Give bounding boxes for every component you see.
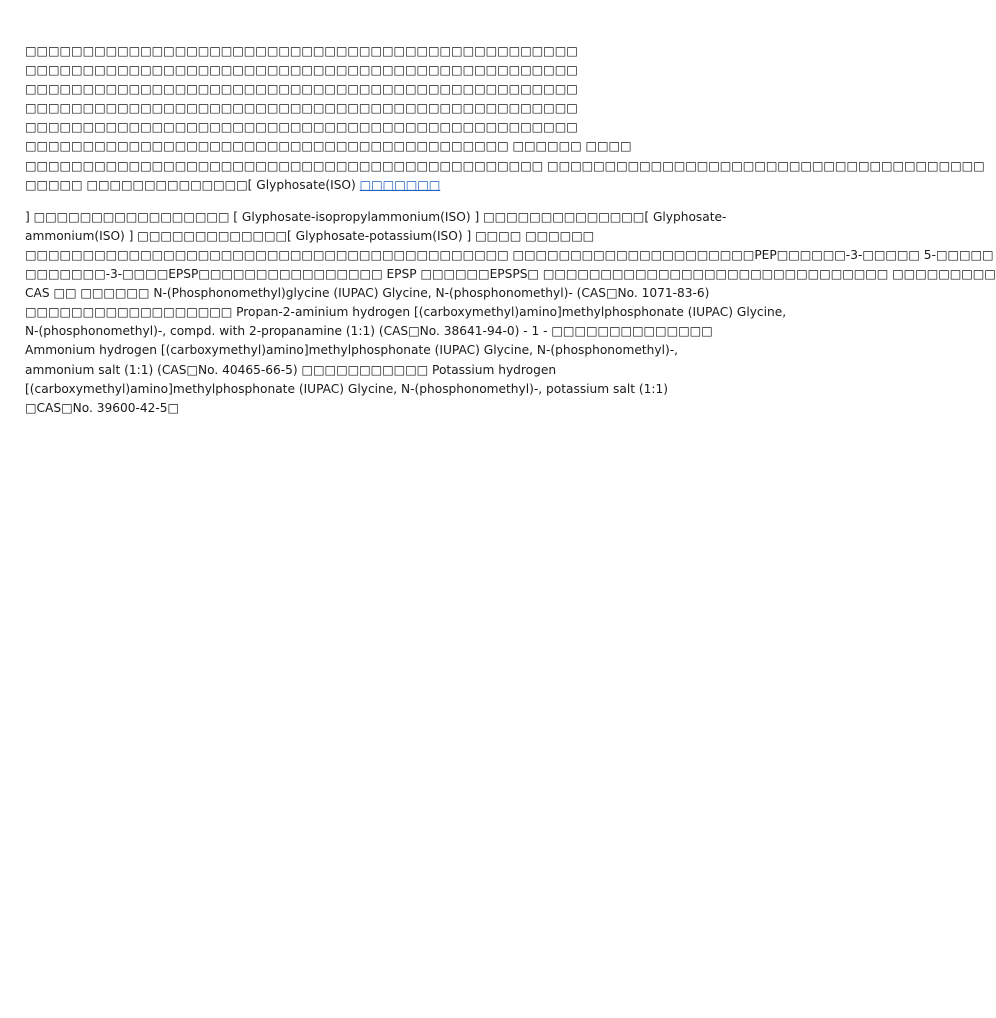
- text-line: □□□□□□□□□□□□□□□□□□□□□□□□□□□□□□□□□□□□□□□□□□□□□□□□: [25, 120, 578, 135]
- text-line-with-link: [25, 176, 695, 195]
- glyphosate-link[interactable]: □□□□□□□: [359, 177, 441, 192]
- text-line: □□□□□□□□□□□□□□□□□□□□□□□□□□□□□□□□□□□□□□□□□□□□□□□□: [25, 101, 578, 116]
- text-line: □□□□□□□□□□□□□□□□□□□□□□□□□□□□□□□□□□□□□□□□□□□□□□□□: [25, 82, 578, 97]
- text-line: ammonium(ISO) ] □□□□□□□□□□□□□[ Glyphosate-potassium(ISO) ] □□□□ □□□□□□: [25, 228, 595, 243]
- paragraph-substances: [25, 208, 996, 418]
- text-line: □□□□□□□□□□□□□□□□□□□□□□□□□□□□□□□□□□□□□□□□□□□□□ □□□□□□□□□□□□□□□□□□□□□□□□□□□□□□□□□□□□□□: [25, 158, 985, 173]
- text-line: Ammonium hydrogen [(carboxymethyl)amino]methylphosphonate (IUPAC) Glycine, N-(phosphonomethyl)-,: [25, 343, 678, 358]
- text-line: [(carboxymethyl)amino]methylphosphonate (IUPAC) Glycine, N-(phosphonomethyl)-, potassium salt (1:1): [25, 381, 669, 396]
- text-line: □CAS□No. 39600-42-5□: [25, 400, 180, 415]
- text-line: N-(phosphonomethyl)-, compd. with 2-propanamine (1:1) (CAS□No. 38641-94-0) - 1 - □□□□□□□□□□□□□□: [25, 324, 713, 339]
- text-line: □□□□□□□□□□□□□□□□□□□□□□□□□□□□□□□□□□□□□□□□□□ □□□□□□ □□□□: [25, 139, 632, 154]
- text-line: □□□□□□□□□□□□□□□□□□□□□□□□□□□□□□□□□□□□□□□□□□ □□□□□□□□□□□□□□□□□□□□□PEP□□□□□□-3-□□□□□ 5-□□□□□: [25, 247, 994, 262]
- paragraph-gap: [25, 195, 695, 208]
- text-line: □□□□□□□□□□□□□□□□□□□□□□□□□□□□□□□□□□□□□□□□□□□□□□□□: [25, 44, 578, 58]
- text-line: □□□□□□□□□□□□□□□□□□ Propan-2-aminium hydrogen [(carboxymethyl)amino]methylphosphonate (IUPAC) Glycine,: [25, 305, 787, 320]
- text-line: □□□□□□□-3-□□□□EPSP□□□□□□□□□□□□□□□□ EPSP □□□□□□EPSPS□ □□□□□□□□□□□□□□□□□□□□□□□□□□□□□□ □□□□□□□□□: [25, 267, 996, 282]
- text-line: ] □□□□□□□□□□□□□□□□□ [ Glyphosate-isopropylammonium(ISO) ] □□□□□□□□□□□□□□[ Glyphosate-: [25, 209, 727, 224]
- text-line: CAS □□ □□□□□□ N-(Phosphonomethyl)glycine (IUPAC) Glycine, N-(phosphonomethyl)- (CAS□No. 1071-83-6): [25, 286, 710, 301]
- text-line: □□□□□□□□□□□□□□□□□□□□□□□□□□□□□□□□□□□□□□□□□□□□□□□□: [25, 63, 578, 78]
- text-line: ammonium salt (1:1) (CAS□No. 40465-66-5) □□□□□□□□□□□ Potassium hydrogen: [25, 362, 557, 377]
- document-body: [25, 42, 996, 418]
- paragraph-intro: [25, 42, 985, 195]
- text-segment: □□□□□ □□□□□□□□□□□□□□[ Glyphosate(ISO): [25, 177, 360, 192]
